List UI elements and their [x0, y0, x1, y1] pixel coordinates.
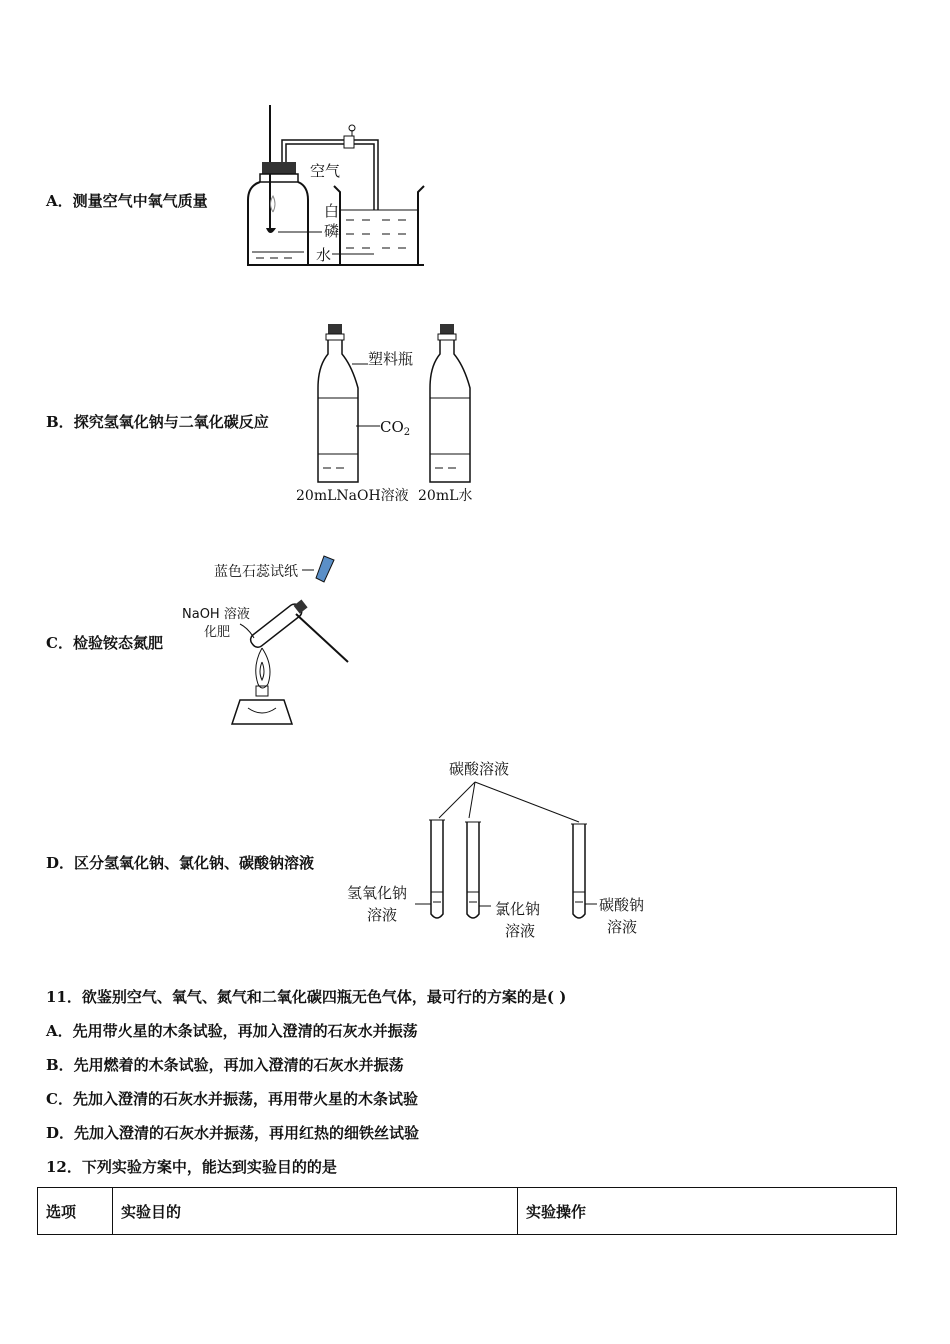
question-11-option-c: C．先加入澄清的石灰水并振荡，再用带火星的木条试验: [46, 1090, 418, 1108]
question-12-table: [37, 1187, 897, 1235]
figure-c-heating: [178, 548, 358, 730]
option-text: 检验铵态氮肥: [72, 634, 163, 652]
question-11-option-a: A．先用带火星的木条试验，再加入澄清的石灰水并振荡: [46, 1022, 418, 1040]
option-letter: B．: [46, 413, 74, 431]
option-b: [46, 411, 269, 432]
label-litmus-paper: 蓝色石蕊试纸: [214, 564, 298, 580]
label-naoh-solution: 20mLNaOH溶液: [296, 488, 409, 504]
label-nacl-1: 氯化钠: [495, 900, 541, 918]
table-header-row: [38, 1188, 897, 1235]
label-phosphorus-1: 白: [324, 202, 340, 220]
label-phosphorus-2: 磷: [324, 222, 340, 240]
label-nacl-2: 溶液: [505, 922, 536, 940]
figure-d-test-tubes: [345, 752, 655, 942]
label-naoh-solution-c: NaOH 溶液: [182, 607, 250, 622]
header-option: 选项: [38, 1188, 113, 1235]
question-12-stem: 12．下列实验方案中，能达到实验目的的是: [46, 1158, 337, 1176]
label-air: 空气: [310, 162, 341, 180]
question-11-stem: 11．欲鉴别空气、氧气、氮气和二氧化碳四瓶无色气体，最可行的方案的是( ): [46, 988, 567, 1006]
option-c: [46, 632, 163, 653]
label-co2: $CO_2$: [380, 418, 411, 438]
option-letter: C．: [46, 634, 73, 652]
label-na2co3-1: 碳酸钠: [599, 896, 645, 914]
header-purpose: 实验目的: [113, 1188, 518, 1235]
option-d: [46, 852, 314, 873]
question-11-option-b: B．先用燃着的木条试验，再加入澄清的石灰水并振荡: [46, 1056, 404, 1074]
label-water-20ml: 20mL水: [418, 488, 473, 504]
header-operation: 实验操作: [518, 1188, 897, 1235]
option-letter: D．: [46, 854, 75, 872]
question-11-option-d: D．先加入澄清的石灰水并振荡，再用红热的细铁丝试验: [46, 1124, 420, 1142]
label-na2co3-2: 溶液: [607, 918, 638, 936]
label-fertilizer: 化肥: [204, 625, 231, 640]
label-water: 水: [316, 246, 332, 264]
figure-a-oxygen-apparatus: [240, 100, 430, 270]
option-letter: A．: [46, 192, 73, 210]
label-plastic-bottle: 塑料瓶: [368, 350, 414, 368]
figure-b-bottles: [290, 318, 490, 508]
label-naoh-d-1: 氢氧化钠: [347, 884, 408, 902]
option-text: 探究氢氧化钠与二氧化碳反应: [73, 413, 269, 431]
option-text: 测量空气中氧气质量: [72, 192, 208, 210]
label-naoh-d-2: 溶液: [367, 906, 398, 924]
option-a: [46, 190, 208, 211]
label-carbonic-acid: 碳酸溶液: [449, 760, 510, 778]
option-text: 区分氢氧化钠、氯化钠、碳酸钠溶液: [74, 854, 315, 872]
